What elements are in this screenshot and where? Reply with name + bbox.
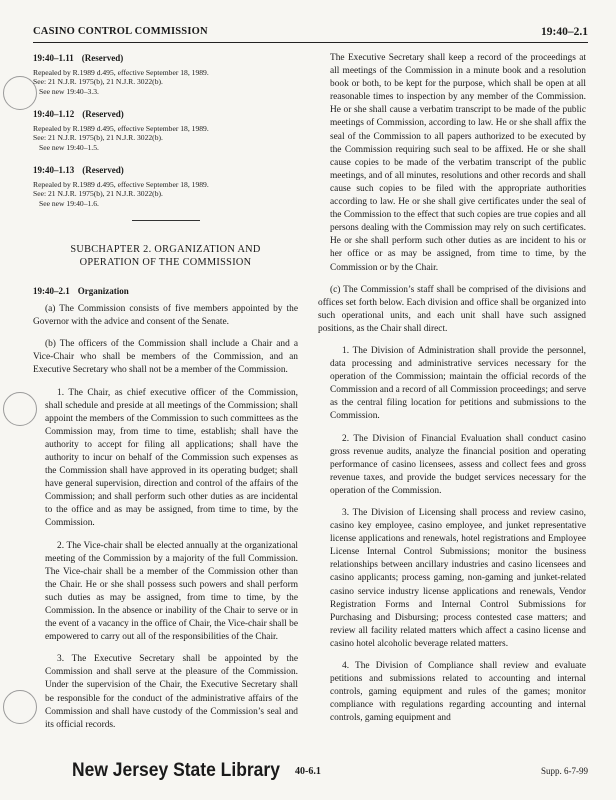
subchapter-heading: SUBCHAPTER 2. ORGANIZATION AND OPERATION OF THE COMMISSION — [70, 243, 261, 268]
page-footer — [0, 760, 616, 790]
reserved-section — [33, 52, 298, 96]
section-heading: 19:40–1.11 (Reserved) — [33, 53, 124, 63]
library-stamp: New Jersey State Library — [72, 760, 280, 781]
binder-hole-bottom — [3, 690, 37, 724]
reserved-section — [33, 108, 298, 152]
supplement-date: Supp. 6-7-99 — [541, 766, 588, 776]
paragraph-b: (b) The officers of the Commission shall include a Chair and a Vice-Chair who shall be members of the Commission, and an Executive Secretary who shall not be a member of the Commission. — [33, 339, 298, 376]
right-column — [318, 52, 586, 735]
article-heading: 19:40–2.1 Organization — [33, 285, 129, 296]
binder-hole-middle — [3, 392, 37, 426]
repeal-note: Repealed by R.1989 d.495, effective September 18, 1989. — [33, 68, 209, 78]
citation-note: See: 21 N.J.R. 1975(b), 21 N.J.R. 3022(b). — [33, 77, 163, 87]
item-executive-secretary: 3. The Executive Secretary shall be appointed by the Commission and shall serve at the pleasure of the Commission. Under the supervision of the Chair, the Executive Secretary shall be responsible for the conduct of the administrative affairs of the Commission and shall have custody of the Commission’s seal and its official records. — [45, 654, 298, 730]
binder-hole-top — [3, 76, 37, 110]
see-new-note: See new 19:40–1.5. — [39, 142, 99, 152]
repeal-note: Repealed by R.1989 d.495, effective September 18, 1989. — [33, 124, 209, 134]
paragraph-c: (c) The Commission’s staff shall be comprised of the divisions and offices set forth below. Each division and office shall be organized into such operational units, and each unit shall have such assigned positions, as the Chair shall direct. — [318, 284, 586, 334]
running-header — [33, 26, 588, 42]
executive-secretary-continuation: The Executive Secretary shall keep a record of the proceedings at all meetings of the Commission in a minute book and a resolution book or both, to be kept for the purpose, which shall be open at all reasonable times to inspection by any member of the Commission. He or she shall cause a verbatim transcript to be made of the public meetings of Commission, according to law. He or she shall affix the seal of the Commission to all papers authorized to be executed by the Commission requiring such seal to be affixed. He or she shall cause copies to be made of the verbatim transcript of the public meetings, and of all minutes, resolutions and other records and shall cause such copies to be filed with the appropriate authorities according to law. He or she shall give certificates under the seal of the Commission to the effect that such copies are true copies and all persons dealing with the Commission may rely on such certificates. He or she shall perform such other duties as are incident to his or her office or as may be assigned, from time to time, by the Commission or by the Chair. — [330, 53, 586, 273]
item-division-financial-evaluation: 2. The Division of Financial Evaluation shall conduct casino gross revenue audits, analyze the financial position and operating performance of casino licensees, assess and collect fees and gross revenue taxes, and provide the budget services necessary for the operation of the Commission. — [330, 433, 586, 496]
item-chair: 1. The Chair, as chief executive officer of the Commission, shall schedule and preside at all meetings of the Commission; shall appoint the members of the Commission to such committees as the Commission may, from time to time, establish; shall have the authority to accept for filing all applications; shall have the authority to incur on behalf of the Commission such expenses as the Commission shall have approved in its operating budget; shall have general supervision, direction and control of the affairs of the Commission; and shall perform such other duties as are incidental to the office and as may be assigned, from time to time, by the Commission. — [45, 387, 298, 529]
section-heading: 19:40–1.13 (Reserved) — [33, 164, 124, 175]
repeal-note: Repealed by R.1989 d.495, effective September 18, 1989. — [33, 180, 209, 190]
reserved-section — [33, 164, 298, 208]
paragraph-a: (a) The Commission consists of five members appointed by the Governor with the advice and consent of the Senate. — [33, 304, 298, 328]
section-heading: 19:40–1.12 (Reserved) — [33, 108, 124, 119]
header-section-number: 19:40–2.1 — [541, 26, 588, 38]
see-new-note: See new 19:40–1.6. — [39, 198, 99, 208]
citation-note: See: 21 N.J.R. 1975(b), 21 N.J.R. 3022(b). — [33, 133, 163, 143]
item-vice-chair: 2. The Vice-chair shall be elected annually at the organizational meeting of the Commission by a majority of the full Commission. The Vice-chair shall be a member of the Commission other than the Chair. He or she shall possess such powers and shall perform such duties as may be assigned, from time to time, by the Commission. In the absence or inability of the Chair to serve or in the event of a vacancy in the office of Chair, the Vice-chair shall be empowered to carry out all of the responsibilities of the Chair. — [45, 540, 298, 643]
citation-note: See: 21 N.J.R. 1975(b), 21 N.J.R. 3022(b). — [33, 189, 163, 199]
header-title: CASINO CONTROL COMMISSION — [33, 26, 208, 37]
item-division-administration: 1. The Division of Administration shall provide the personnel, data processing and administrative services necessary for the operation of the Commission; maintain the official records of the Commission and a record of all Commission proceedings; and serve as the central filing location for petitions and submissions to the Commission. — [330, 345, 586, 422]
item-division-compliance: 4. The Division of Compliance shall review and evaluate petitions and submissions related to accounting and internal controls, gaming equipment and rules of the games; monitor compliance with regulations regarding accounting and internal controls, gaming equipment and — [330, 661, 586, 724]
page-number: 40-6.1 — [295, 766, 321, 777]
section-divider — [132, 220, 200, 221]
header-rule — [33, 42, 588, 43]
left-column — [33, 52, 298, 741]
see-new-note: See new 19:40–3.3. — [39, 86, 99, 96]
item-division-licensing: 3. The Division of Licensing shall process and review casino, casino key employee, casino employee, and junket representative license applications and renewals, hotel registrations and Employee License Internal Control Submissions; monitor the business relationships between ancillary industries and casino licensees and casino applicants; process gaming, non-gaming and junket-related casino service industry license applications and renewals, Vendor Registration Forms and Internal Control Submissions for Purchasing and Disbursing; process contested case matters; and review all facility related matters which affect a casino license and casino hotel alcoholic beverage related matters. — [330, 508, 586, 649]
